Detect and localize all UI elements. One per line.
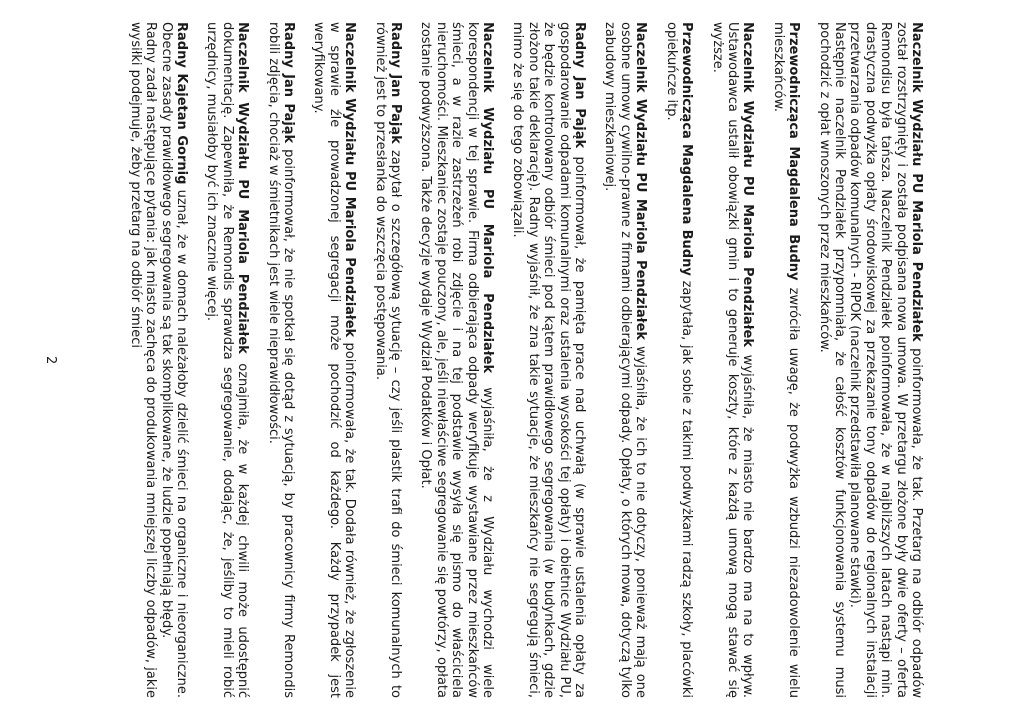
paragraph-text: zapytał o szczegółową sytuację – czy jeśli plastik trafi do śmieci komunalnych to również jest to przesłanka do wszczęcia postępowania. bbox=[372, 22, 404, 698]
speaker-name: Naczelnik Wydziału PU Mariola Pendziałek bbox=[740, 22, 756, 347]
paragraph-text: wyjaśniła, że z Wydziału wychodzi wiele korespondencji w tej sprawie. Firma odbierająca odpady weryfikuje wystawiane przez mieszkańców śmieci, a w razie zastrzeżeń robi zdjęcie i na tej podstawie wysyła się pismo do właściciela nieruchomości. Mieszkaniec zostaje pouczony, ale, jeśli niewłaściwe segregowanie się powtórzy, opłata zostanie podwyższona. Także decyzje wydaje Wydział Podatków i Opłat. bbox=[418, 22, 496, 698]
paragraph-continuation: Następnie naczelnik Pendziałek przypomniała, że całość kosztów funkcjonowania systemu musi pochodzić z opłat wnoszonych przez mieszkańców. bbox=[816, 22, 847, 698]
speaker-name: Przewodnicząca Magdalena Budny bbox=[786, 22, 802, 281]
speaker-name: Radny Jan Pająk bbox=[281, 22, 296, 144]
speaker-name: Radny Jan Pająk bbox=[572, 22, 588, 149]
paragraph bbox=[663, 22, 694, 698]
speaker-name: Radny Kajetan Gornig bbox=[173, 22, 189, 185]
paragraph bbox=[770, 22, 801, 698]
paragraph-text: poinformowała, że tak. Przetarg na odbiór odpadów został rozstrzygnięty i została podpisana nowa umowa. W przetargu złożone były dwie oferty – oferta Remondisu była tańsza. Naczelnik Pendziałek poinformowała, że w najbliższych latach nastąpi min. drastyczna podwyżka opłaty środowiskowej za przekazanie tony odpadów do regionalnych instalacji przetwarzania odpadów komunalnych - RIPOK (naczelnik przedstawiła planowane stawki). bbox=[847, 22, 924, 698]
paragraph bbox=[709, 22, 755, 698]
paragraph-text: zwróciła uwagę, że podwyżka wzbudzi niezadowolenie wielu mieszkańców. bbox=[770, 22, 802, 698]
document-body bbox=[112, 22, 924, 698]
speaker-name: Naczelnik Wydziału PU Mariola Pendziałek bbox=[342, 22, 358, 338]
paragraph bbox=[816, 22, 924, 698]
paragraph-text: poinformował, że nie spotkał się dotąd z sytuacją, by pracownicy firmy Remondis robili zdjęcia, chociaż w śmietnikach jest wiele nieprawidłowości. bbox=[265, 22, 296, 698]
paragraph bbox=[372, 22, 403, 698]
speaker-name: Przewodnicząca Magdalena Budny bbox=[679, 22, 695, 276]
paragraph bbox=[204, 22, 250, 698]
speaker-name: Naczelnik Wydziału PU Mariola Pendziałek bbox=[480, 22, 496, 374]
speaker-name: Naczelnik Wydziału PU Mariola Pendziałek bbox=[235, 22, 251, 354]
paragraph-text: poinformował, że pamięta prace nad uchwałą (w sprawie ustalenia opłaty za gospodarowanie odpadami komunalnymi oraz ustalenia wysokości tej opłaty) i obietnice Wydziału PU, że będzie kontrolowany odbiór śmieci pod kątem prawidłowego segregowania (w budynkach, gdzie złożono takie deklarację). Radny wyjaśnił, że zna takie sytuacje, że mieszkańcy nie segregują śmieci, mimo że się do tego zobowiązali. bbox=[510, 22, 588, 698]
paragraph-text: wyjaśniła, że ich to nie dotyczy, ponieważ mają one osobne umowy cywilno-prawne z firmami odbierającymi odpady. Opłaty, o których mowa, dotyczą tylko zabudowy mieszkaniowej. bbox=[602, 22, 649, 698]
paragraph-text: oznajmiła, że w każdej chwili może udostępnić dokumentację. Zapewniła, że Remondis sprawdza segregowanie, dodając, że, jeśliby to mieli robić urzędnicy, musiałoby być ich znacznie więcej. bbox=[204, 22, 251, 698]
speaker-name: Naczelnik Wydziału PU Mariola Pendziałek bbox=[633, 22, 649, 341]
paragraph-text: poinformowała, że tak. Dodała również, że zgłoszenie w sprawie źle prowadzonej segregacji może pochodzić od każdego. Każdy przypadek jest weryfikowany. bbox=[311, 22, 358, 698]
speaker-name: Radny Jan Pająk bbox=[388, 22, 404, 144]
paragraph bbox=[311, 22, 357, 698]
paragraph-text: wyjaśniła, że miasto nie bardzo ma na to wpływ. Ustawodawca ustalił obowiązki gmin i to generuje koszty, które z każdą umową mogą stawać się wyższe. bbox=[709, 22, 756, 698]
paragraph bbox=[265, 22, 296, 698]
paragraph-text: zapytała, jak sobie z takimi podwyżkami radzą szkoły, placówki opiekuńcze itp. bbox=[663, 22, 695, 698]
paragraph bbox=[510, 22, 587, 698]
paragraph bbox=[602, 22, 648, 698]
speaker-name: Naczelnik Wydziału PU Mariola Pendziałek bbox=[909, 22, 924, 342]
page-number: 2 bbox=[43, 356, 58, 365]
paragraph bbox=[418, 22, 495, 698]
paragraph bbox=[127, 22, 189, 698]
paragraph-text: uznał, że w domach należałoby dzielić śmieci na organiczne i nieorganiczne. Obecne zasady prawidłowego segregowania są tak skomplikowane, że ludzie popełniają błędy. bbox=[158, 22, 189, 698]
paragraph-continuation: Radny zadał następujące pytania: jak miasto zachęca do produkowania mniejszej liczby odpadów, jakie wysiłki podejmuje, żeby przetarg na odbiór śmieci bbox=[127, 22, 159, 698]
